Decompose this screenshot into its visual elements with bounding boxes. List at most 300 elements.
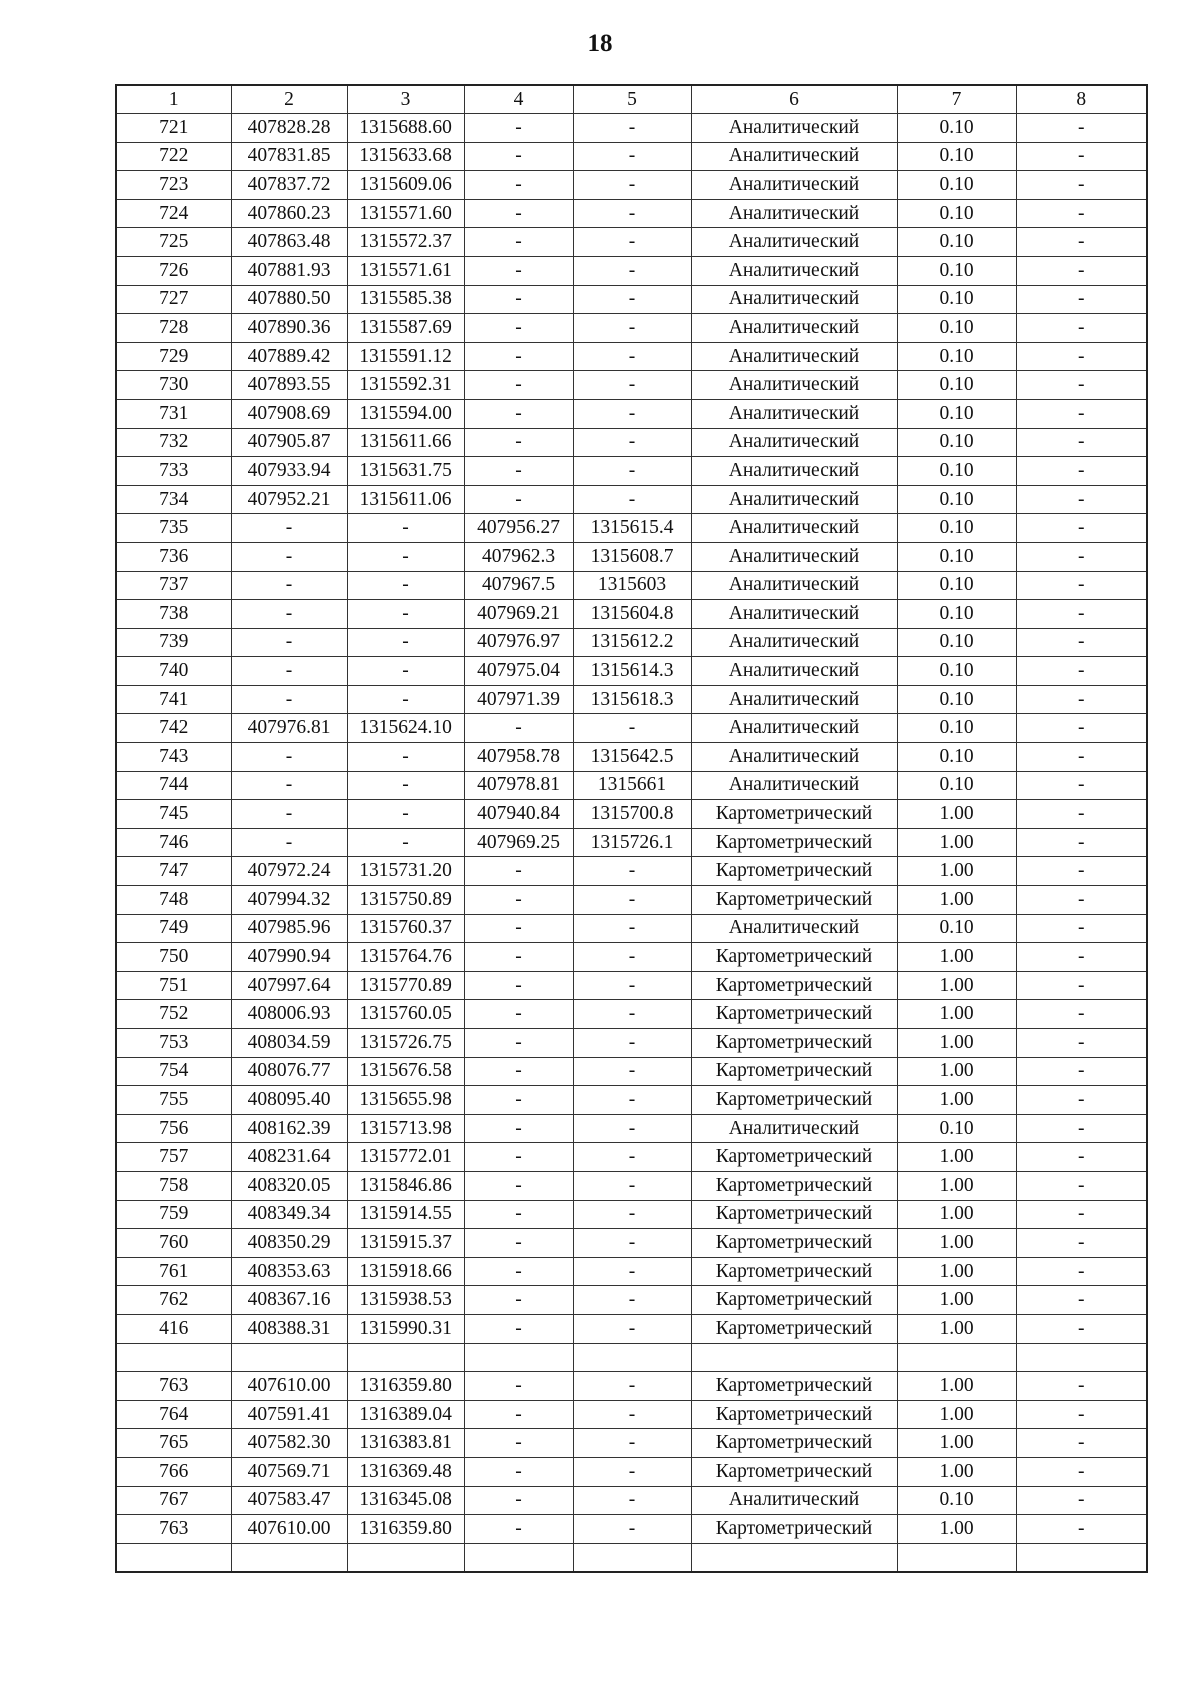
table-cell-col-3: 1315587.69 — [347, 314, 464, 343]
table-row — [116, 1171, 1147, 1200]
table-cell-col-4: - — [464, 857, 573, 886]
table-cell-col-4: - — [464, 171, 573, 200]
table-cell-col-7: 0.10 — [897, 571, 1016, 600]
table-cell-col-6: Картометрический — [691, 1515, 897, 1544]
table-cell-col-8: - — [1016, 371, 1147, 400]
table-cell-col-6: Аналитический — [691, 457, 897, 486]
table-cell-col-4: 407967.5 — [464, 571, 573, 600]
table-cell-col-6: Аналитический — [691, 714, 897, 743]
table-cell-col-7: 0.10 — [897, 371, 1016, 400]
table-cell-col-1: 735 — [116, 514, 231, 543]
table-row — [116, 228, 1147, 257]
table-cell-col-5: - — [573, 457, 691, 486]
table-cell-col-1: 749 — [116, 914, 231, 943]
table-cell-col-8: - — [1016, 1486, 1147, 1515]
table-row — [116, 971, 1147, 1000]
table-cell-col-1: 750 — [116, 943, 231, 972]
table-cell-col-8: - — [1016, 1286, 1147, 1315]
table-cell-col-8: - — [1016, 771, 1147, 800]
table-cell-col-5: - — [573, 1314, 691, 1343]
table-row — [116, 171, 1147, 200]
table-cell-col-6: Аналитический — [691, 514, 897, 543]
table-row — [116, 1057, 1147, 1086]
table-cell-col-4: 407958.78 — [464, 743, 573, 772]
table-cell-col-4: - — [464, 142, 573, 171]
table-cell-col-5: 1315604.8 — [573, 600, 691, 629]
table-cell-col-1: 740 — [116, 657, 231, 686]
table-cell-col-4: - — [464, 943, 573, 972]
page-number: 18 — [587, 30, 613, 57]
table-cell-col-6: Аналитический — [691, 142, 897, 171]
table-cell-col-6 — [691, 1543, 897, 1572]
table-cell-col-7: 0.10 — [897, 314, 1016, 343]
table-cell-col-7: 0.10 — [897, 256, 1016, 285]
table-cell-col-7: 1.00 — [897, 1200, 1016, 1229]
table-cell-col-7: 1.00 — [897, 1029, 1016, 1058]
table-cell-col-4: - — [464, 1057, 573, 1086]
table-cell-col-2: 408034.59 — [231, 1029, 347, 1058]
table-cell-col-1: 727 — [116, 285, 231, 314]
column-header-3: 3 — [347, 85, 464, 114]
table-cell-col-7: 1.00 — [897, 1171, 1016, 1200]
table-cell-col-3: 1315713.98 — [347, 1114, 464, 1143]
table-cell-col-5: - — [573, 857, 691, 886]
table-cell-col-5: - — [573, 171, 691, 200]
table-cell-col-3: - — [347, 685, 464, 714]
table-cell-col-5: 1315661 — [573, 771, 691, 800]
table-cell-col-2: 407831.85 — [231, 142, 347, 171]
table-cell-col-3: 1315676.58 — [347, 1057, 464, 1086]
table-cell-col-6: Аналитический — [691, 914, 897, 943]
table-row — [116, 914, 1147, 943]
table-cell-col-1: 763 — [116, 1515, 231, 1544]
table-cell-col-6: Картометрический — [691, 1257, 897, 1286]
table-cell-col-7: 0.10 — [897, 457, 1016, 486]
table-cell-col-8: - — [1016, 628, 1147, 657]
table-row — [116, 743, 1147, 772]
table-row — [116, 600, 1147, 629]
table-cell-col-3: - — [347, 628, 464, 657]
table-cell-col-1: 745 — [116, 800, 231, 829]
table-cell-col-1: 754 — [116, 1057, 231, 1086]
table-cell-col-5: - — [573, 314, 691, 343]
table-cell-col-5: - — [573, 1200, 691, 1229]
table-cell-col-5: 1315612.2 — [573, 628, 691, 657]
table-cell-col-7: 0.10 — [897, 1486, 1016, 1515]
table-row — [116, 142, 1147, 171]
table-cell-col-3: 1315592.31 — [347, 371, 464, 400]
table-cell-col-8: - — [1016, 971, 1147, 1000]
table-cell-col-7: 1.00 — [897, 1057, 1016, 1086]
table-cell-col-5: - — [573, 1515, 691, 1544]
table-cell-col-6: Аналитический — [691, 600, 897, 629]
table-cell-col-3: - — [347, 743, 464, 772]
table-cell-col-1: 764 — [116, 1400, 231, 1429]
table-cell-col-1: 738 — [116, 600, 231, 629]
table-cell-col-6: Аналитический — [691, 371, 897, 400]
table-cell-col-7: 0.10 — [897, 171, 1016, 200]
table-cell-col-1: 756 — [116, 1114, 231, 1143]
table-cell-col-3: 1315760.37 — [347, 914, 464, 943]
table-cell-col-5: - — [573, 342, 691, 371]
table-cell-col-2: 407889.42 — [231, 342, 347, 371]
table-cell-col-2: 408350.29 — [231, 1229, 347, 1258]
table-cell-col-2: 408349.34 — [231, 1200, 347, 1229]
table-cell-col-2: 407933.94 — [231, 457, 347, 486]
table-cell-col-5: 1315608.7 — [573, 542, 691, 571]
table-cell-col-4: - — [464, 1229, 573, 1258]
table-row — [116, 1029, 1147, 1058]
table-cell-col-5: - — [573, 1000, 691, 1029]
table-cell-col-5: 1315603 — [573, 571, 691, 600]
column-header-6: 6 — [691, 85, 897, 114]
table-cell-col-6: Аналитический — [691, 228, 897, 257]
table-cell-col-1: 730 — [116, 371, 231, 400]
table-cell-col-1: 765 — [116, 1429, 231, 1458]
table-cell-col-4: - — [464, 228, 573, 257]
table-cell-col-5: - — [573, 1372, 691, 1401]
table-row — [116, 571, 1147, 600]
table-cell-col-8: - — [1016, 800, 1147, 829]
table-row — [116, 1314, 1147, 1343]
table-cell-col-2: 407908.69 — [231, 399, 347, 428]
table-cell-col-4: - — [464, 457, 573, 486]
table-cell-col-8: - — [1016, 1400, 1147, 1429]
table-cell-col-2: 407890.36 — [231, 314, 347, 343]
table-cell-col-6: Аналитический — [691, 314, 897, 343]
table-cell-col-6: Картометрический — [691, 1086, 897, 1115]
coordinates-table — [115, 84, 1148, 1573]
table-row — [116, 114, 1147, 143]
table-row — [116, 256, 1147, 285]
table-row — [116, 886, 1147, 915]
column-header-2: 2 — [231, 85, 347, 114]
table-cell-col-7: 1.00 — [897, 1086, 1016, 1115]
table-cell-col-3: - — [347, 542, 464, 571]
table-cell-col-4: - — [464, 1286, 573, 1315]
table-row — [116, 542, 1147, 571]
table-cell-col-2: 408076.77 — [231, 1057, 347, 1086]
table-cell-col-1: 762 — [116, 1286, 231, 1315]
table-cell-col-3: 1315655.98 — [347, 1086, 464, 1115]
table-cell-col-5: 1315618.3 — [573, 685, 691, 714]
table-cell-col-5: - — [573, 1114, 691, 1143]
table-cell-col-4: - — [464, 285, 573, 314]
table-cell-col-6: Картометрический — [691, 1200, 897, 1229]
table-cell-col-6: Картометрический — [691, 1171, 897, 1200]
table-cell-col-2: 407610.00 — [231, 1372, 347, 1401]
table-cell-col-6: Картометрический — [691, 857, 897, 886]
table-cell-col-8: - — [1016, 485, 1147, 514]
table-cell-col-4: - — [464, 1429, 573, 1458]
table-cell-col-1: 752 — [116, 1000, 231, 1029]
table-cell-col-1: 726 — [116, 256, 231, 285]
table-row — [116, 342, 1147, 371]
table-header — [116, 85, 1147, 114]
table-row — [116, 1457, 1147, 1486]
table-cell-col-4: 407969.25 — [464, 828, 573, 857]
table-cell-col-3: 1315631.75 — [347, 457, 464, 486]
table-cell-col-7: 0.10 — [897, 600, 1016, 629]
table-cell-col-5 — [573, 1343, 691, 1372]
table-cell-col-7: 0.10 — [897, 142, 1016, 171]
table-cell-col-4: - — [464, 914, 573, 943]
table-cell-col-2: 407893.55 — [231, 371, 347, 400]
table-cell-col-4: - — [464, 1400, 573, 1429]
table-cell-col-3: 1315914.55 — [347, 1200, 464, 1229]
table-cell-col-3: - — [347, 828, 464, 857]
table-cell-col-4: - — [464, 1000, 573, 1029]
table-cell-col-3: 1315611.66 — [347, 428, 464, 457]
table-cell-col-7: 1.00 — [897, 1229, 1016, 1258]
table-cell-col-8: - — [1016, 1171, 1147, 1200]
table-cell-col-2: - — [231, 571, 347, 600]
table-row — [116, 1429, 1147, 1458]
table-cell-col-2: 408095.40 — [231, 1086, 347, 1115]
table-cell-col-7: 1.00 — [897, 1257, 1016, 1286]
table-row — [116, 771, 1147, 800]
table-cell-col-2 — [231, 1543, 347, 1572]
table-row — [116, 1286, 1147, 1315]
table-cell-col-3: 1315760.05 — [347, 1000, 464, 1029]
table-cell-col-2: 407591.41 — [231, 1400, 347, 1429]
table-cell-col-3: - — [347, 800, 464, 829]
table-row — [116, 1143, 1147, 1172]
table-cell-col-1: 751 — [116, 971, 231, 1000]
table-cell-col-5: - — [573, 886, 691, 915]
table-cell-col-2: 407952.21 — [231, 485, 347, 514]
table-row — [116, 1200, 1147, 1229]
table-cell-col-8 — [1016, 1343, 1147, 1372]
table-cell-col-7: 1.00 — [897, 800, 1016, 829]
table-cell-col-6: Аналитический — [691, 628, 897, 657]
table-cell-col-3: - — [347, 657, 464, 686]
table-cell-col-8: - — [1016, 1029, 1147, 1058]
table-cell-col-8: - — [1016, 228, 1147, 257]
table-cell-col-2: 407985.96 — [231, 914, 347, 943]
table-row — [116, 857, 1147, 886]
table-cell-col-7: 0.10 — [897, 485, 1016, 514]
table-cell-col-4: - — [464, 714, 573, 743]
table-row — [116, 1257, 1147, 1286]
table-cell-col-5: 1315642.5 — [573, 743, 691, 772]
table-row — [116, 371, 1147, 400]
table-cell-col-3: 1315611.06 — [347, 485, 464, 514]
table-cell-col-4: 407971.39 — [464, 685, 573, 714]
table-cell-col-3: 1316345.08 — [347, 1486, 464, 1515]
table-cell-col-1: 766 — [116, 1457, 231, 1486]
table-cell-col-1: 728 — [116, 314, 231, 343]
table-cell-col-3: 1315571.61 — [347, 256, 464, 285]
table-row — [116, 199, 1147, 228]
table-cell-col-4: 407975.04 — [464, 657, 573, 686]
table-cell-col-6: Картометрический — [691, 1314, 897, 1343]
table-cell-col-7: 1.00 — [897, 1314, 1016, 1343]
table-cell-col-8: - — [1016, 399, 1147, 428]
table-cell-col-4: - — [464, 314, 573, 343]
table-cell-col-4: 407976.97 — [464, 628, 573, 657]
table-row — [116, 457, 1147, 486]
table-cell-col-1: 723 — [116, 171, 231, 200]
table-cell-col-8: - — [1016, 457, 1147, 486]
table-cell-col-7: 1.00 — [897, 828, 1016, 857]
table-cell-col-3: 1315726.75 — [347, 1029, 464, 1058]
table-cell-col-6: Картометрический — [691, 1000, 897, 1029]
table-cell-col-2: 407583.47 — [231, 1486, 347, 1515]
table-cell-col-6: Картометрический — [691, 1057, 897, 1086]
table-cell-col-5: - — [573, 114, 691, 143]
table-cell-col-1 — [116, 1543, 231, 1572]
table-cell-col-6: Картометрический — [691, 1372, 897, 1401]
table-cell-col-4: 407940.84 — [464, 800, 573, 829]
table-cell-col-1: 724 — [116, 199, 231, 228]
table-cell-col-3: 1315585.38 — [347, 285, 464, 314]
table-cell-col-8: - — [1016, 314, 1147, 343]
table-row — [116, 1229, 1147, 1258]
table-cell-col-3: 1315731.20 — [347, 857, 464, 886]
table-cell-col-7: 0.10 — [897, 542, 1016, 571]
table-cell-col-1: 742 — [116, 714, 231, 743]
table-cell-col-7: 0.10 — [897, 714, 1016, 743]
table-cell-col-2: 407997.64 — [231, 971, 347, 1000]
table-cell-col-8: - — [1016, 914, 1147, 943]
table-cell-col-3: 1315609.06 — [347, 171, 464, 200]
table-cell-col-3: 1315633.68 — [347, 142, 464, 171]
table-cell-col-4: - — [464, 1171, 573, 1200]
table-cell-col-4: - — [464, 1143, 573, 1172]
table-cell-col-1: 757 — [116, 1143, 231, 1172]
table-cell-col-4: 407969.21 — [464, 600, 573, 629]
table-cell-col-7: 0.10 — [897, 199, 1016, 228]
table-row — [116, 628, 1147, 657]
table-cell-col-4: - — [464, 1200, 573, 1229]
table-cell-col-6: Аналитический — [691, 428, 897, 457]
table-cell-col-6: Картометрический — [691, 828, 897, 857]
table-row — [116, 1372, 1147, 1401]
table-row — [116, 314, 1147, 343]
table-cell-col-7: 1.00 — [897, 971, 1016, 1000]
table-cell-col-3: 1316359.80 — [347, 1372, 464, 1401]
table-row — [116, 285, 1147, 314]
column-header-1: 1 — [116, 85, 231, 114]
table-cell-col-3: - — [347, 571, 464, 600]
table-cell-col-8: - — [1016, 1086, 1147, 1115]
table-cell-col-6: Картометрический — [691, 1229, 897, 1258]
table-cell-col-1: 741 — [116, 685, 231, 714]
table-cell-col-5: - — [573, 971, 691, 1000]
table-cell-col-1: 747 — [116, 857, 231, 886]
table-cell-col-1: 744 — [116, 771, 231, 800]
table-cell-col-2: - — [231, 542, 347, 571]
table-cell-col-8: - — [1016, 285, 1147, 314]
table-cell-col-1: 737 — [116, 571, 231, 600]
table-cell-col-2: - — [231, 657, 347, 686]
table-cell-col-2: 408367.16 — [231, 1286, 347, 1315]
table-cell-col-5 — [573, 1543, 691, 1572]
table-cell-col-8: - — [1016, 1200, 1147, 1229]
table-cell-col-6 — [691, 1343, 897, 1372]
table-cell-col-7: 1.00 — [897, 886, 1016, 915]
table-cell-col-7: 0.10 — [897, 428, 1016, 457]
table-cell-col-7: 0.10 — [897, 514, 1016, 543]
table-cell-col-8: - — [1016, 571, 1147, 600]
table-cell-col-1: 731 — [116, 399, 231, 428]
table-cell-col-8: - — [1016, 1257, 1147, 1286]
table-cell-col-7 — [897, 1543, 1016, 1572]
table-cell-col-5: - — [573, 256, 691, 285]
table-cell-col-6: Аналитический — [691, 485, 897, 514]
table-cell-col-6: Картометрический — [691, 971, 897, 1000]
table-cell-col-5: 1315615.4 — [573, 514, 691, 543]
table-cell-col-2: 407863.48 — [231, 228, 347, 257]
table-cell-col-8: - — [1016, 199, 1147, 228]
table-cell-col-5: 1315614.3 — [573, 657, 691, 686]
table-cell-col-8: - — [1016, 1229, 1147, 1258]
table-cell-col-2: 407976.81 — [231, 714, 347, 743]
table-cell-col-3: 1315624.10 — [347, 714, 464, 743]
table-cell-col-2: - — [231, 600, 347, 629]
table-row — [116, 485, 1147, 514]
table-cell-col-3: 1315915.37 — [347, 1229, 464, 1258]
table-cell-col-7: 1.00 — [897, 943, 1016, 972]
table-row — [116, 399, 1147, 428]
table-cell-col-8: - — [1016, 514, 1147, 543]
table-cell-col-8: - — [1016, 657, 1147, 686]
table-cell-col-5: - — [573, 943, 691, 972]
table-cell-col-8: - — [1016, 171, 1147, 200]
table-cell-col-3: 1315764.76 — [347, 943, 464, 972]
table-cell-col-5: - — [573, 399, 691, 428]
table-cell-col-5: - — [573, 1057, 691, 1086]
table-cell-col-6: Аналитический — [691, 114, 897, 143]
table-cell-col-2 — [231, 1343, 347, 1372]
table-cell-col-3: 1316369.48 — [347, 1457, 464, 1486]
table-cell-col-4: - — [464, 971, 573, 1000]
table-row — [116, 1400, 1147, 1429]
table-cell-col-2: 407860.23 — [231, 199, 347, 228]
table-cell-col-6: Картометрический — [691, 800, 897, 829]
column-header-7: 7 — [897, 85, 1016, 114]
table-cell-col-2: 408231.64 — [231, 1143, 347, 1172]
table-cell-col-4: - — [464, 428, 573, 457]
table-row — [116, 714, 1147, 743]
table-cell-col-4: - — [464, 1486, 573, 1515]
table-cell-col-2: - — [231, 514, 347, 543]
column-header-4: 4 — [464, 85, 573, 114]
table-cell-col-4: - — [464, 1515, 573, 1544]
table-cell-col-4: - — [464, 1257, 573, 1286]
table-cell-col-4: - — [464, 1029, 573, 1058]
table-cell-col-3: 1315594.00 — [347, 399, 464, 428]
table-cell-col-8: - — [1016, 1515, 1147, 1544]
table-cell-col-1: 725 — [116, 228, 231, 257]
table-cell-col-1: 760 — [116, 1229, 231, 1258]
table-row — [116, 1543, 1147, 1572]
table-cell-col-1: 734 — [116, 485, 231, 514]
table-cell-col-2: 407994.32 — [231, 886, 347, 915]
table-cell-col-2: 407837.72 — [231, 171, 347, 200]
table-cell-col-2: 407972.24 — [231, 857, 347, 886]
table-row — [116, 685, 1147, 714]
table-cell-col-2: 407828.28 — [231, 114, 347, 143]
table-cell-col-1: 758 — [116, 1171, 231, 1200]
table-row — [116, 1343, 1147, 1372]
table-cell-col-6: Картометрический — [691, 1457, 897, 1486]
table-cell-col-6: Аналитический — [691, 542, 897, 571]
table-cell-col-6: Аналитический — [691, 657, 897, 686]
table-cell-col-8: - — [1016, 943, 1147, 972]
table-cell-col-4 — [464, 1543, 573, 1572]
